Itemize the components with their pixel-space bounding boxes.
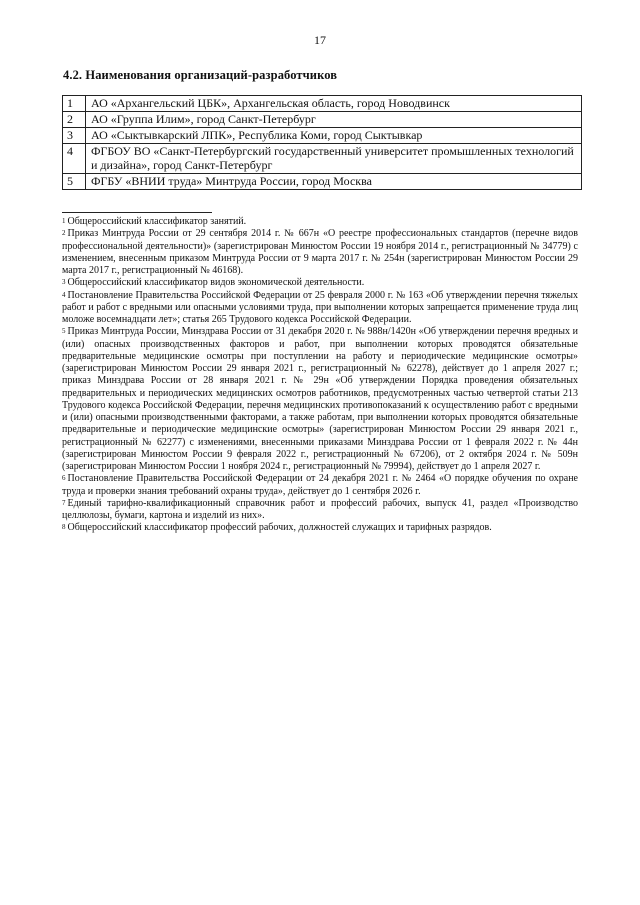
footnote-number: 5 (62, 327, 66, 336)
footnote-number: 1 (62, 217, 66, 225)
organization-name: АО «Сыктывкарский ЛПК», Республика Коми, город Сыктывкар (86, 128, 582, 144)
table-row (63, 174, 582, 190)
footnote-divider (62, 212, 212, 213)
footnote (62, 522, 578, 534)
footnote-text: Общероссийский классификатор занятий. (67, 216, 247, 227)
footnote-text: Постановление Правительства Российской Федерации от 25 февраля 2000 г. № 163 «Об утверждении перечня тяжелых работ и работ с вредными или опасными условиями труда, при выполнении которых запрещается применение труда лиц моложе восемнадцати лет»; статья 265 Трудового кодекса Российской Федерации. (62, 289, 578, 325)
footnotes (62, 216, 578, 535)
footnote (62, 277, 578, 289)
section-title: 4.2. Наименования организаций-разработчиков (63, 68, 338, 82)
table-row (63, 96, 582, 112)
table-row (63, 144, 582, 174)
organization-name: АО «Группа Илим», город Санкт-Петербург (86, 112, 582, 128)
row-number: 2 (63, 112, 86, 128)
table-row (63, 112, 582, 128)
footnote (62, 216, 578, 228)
page-number: 17 (314, 33, 326, 47)
footnote-text: Приказ Минтруда России, Минздрава России от 31 декабря 2020 г. № 988н/1420н «Об утверждении перечня вредных и (или) опасных производственных факторов и работ, при выполнении которых проводятся обязательные предварительные медицинские осмотры при поступлении на работу и периодические медицинские осмотры» (зарегистрирован Минюстом России 29 января 2021 г., регистрационный № 62278), действует до 1 апреля 2027 г.; приказ Минздрава России от 28 января 2021 г. № 29н «Об утверждении Порядка проведения обязательных предварительных и периодических медицинских осмотров работников, предусмотренных частью четвертой статьи 213 Трудового кодекса Российской Федерации, перечня медицинских противопоказаний к осуществлению работ с вредными и (или) опасными производственными факторами, а также работам, при выполнении которых проводятся обязательные предварительные и периодические медицинские осмотры» (зарегистрирован Минюстом России 29 января 2021 г., регистрационный № 62277) с изменениями, внесенными приказами Минздрава России от 1 февраля 2022 г. № 44н (зарегистрирован Минюстом России 9 февраля 2022 г., регистрационный № 67206), от 2 октября 2024 г. № 509н (зарегистрирован Минюстом России 1 ноября 2024 г., регистрационный № 79994), действует до 1 апреля 2027 г. (62, 326, 578, 472)
footnote-number: 6 (62, 474, 66, 483)
footnote-number: 4 (62, 290, 66, 299)
footnote-text: Приказ Минтруда России от 29 сентября 2014 г. № 667н «О реестре профессиональных стандартов (перечне видов профессиональной деятельности)» (зарегистрирован Минюстом России 19 ноября 2014 г., регистрационный № 34779) с изменением, внесенным приказом Минтруда России от 9 марта 2017 г. № 254н (зарегистрирован Минюстом России 29 марта 2017 г., регистрационный № 46168). (62, 228, 578, 276)
footnote-text: Единый тарифно-квалификационный справочник работ и профессий рабочих, выпуск 41, раздел «Производство целлюлозы, бумаги, картона и изделий из них». (62, 497, 578, 521)
footnote-text: Общероссийский классификатор профессий рабочих, должностей служащих и тарифных разрядов. (67, 522, 492, 534)
footnote (62, 290, 578, 327)
footnote (62, 473, 578, 498)
footnote-number: 3 (62, 278, 66, 287)
organization-name: ФГБУ «ВНИИ труда» Минтруда России, город Москва (86, 174, 582, 190)
table-row (63, 128, 582, 144)
footnote-text: Постановление Правительства Российской Федерации от 24 декабря 2021 г. № 2464 «О порядке обучения по охране труда и проверки знания требований охраны труда», действует до 1 сентября 2026 г. (62, 473, 578, 497)
footnote-text: Общероссийский классификатор видов экономической деятельности. (67, 277, 365, 289)
footnote-number: 7 (62, 498, 66, 507)
footnote-number: 8 (62, 523, 66, 532)
organizations-table (62, 95, 582, 190)
organization-name: ФГБОУ ВО «Санкт-Петербургский государственный университет промышленных технологий и дизайна», город Санкт-Петербург (86, 144, 582, 174)
footnote (62, 326, 578, 473)
row-number: 4 (63, 144, 86, 174)
row-number: 5 (63, 174, 86, 190)
footnote-number: 2 (62, 229, 66, 238)
footnote (62, 498, 578, 523)
row-number: 3 (63, 128, 86, 144)
organization-name: АО «Архангельский ЦБК», Архангельская область, город Новодвинск (86, 96, 582, 112)
row-number: 1 (63, 96, 86, 112)
footnote (62, 228, 578, 277)
